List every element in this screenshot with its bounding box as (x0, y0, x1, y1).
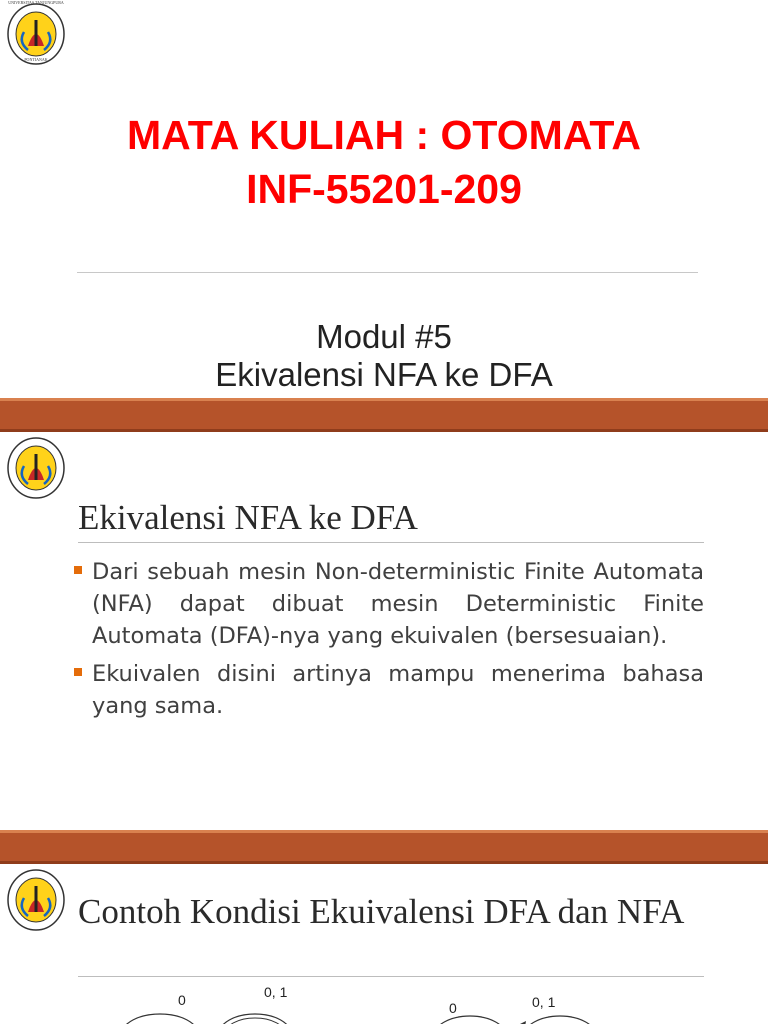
transition-label: 0, 1 (264, 984, 288, 1000)
course-title-line1: MATA KULIAH : OTOMATA (127, 112, 641, 158)
bullet-item (74, 658, 704, 722)
bullet-list (74, 556, 704, 728)
university-logo-icon (6, 436, 66, 500)
slide-3 (0, 864, 768, 1024)
bullet-text: Dari sebuah mesin Non-deterministic Finite Automata (NFA) dapat dibuat mesin Deterministic Finite Automata (DFA)-nya yang ekuivalen (bersesuaian). (92, 559, 704, 649)
bullet-item (74, 556, 704, 652)
heading-underline (78, 976, 704, 977)
slide-heading: Ekivalensi NFA ke DFA (78, 498, 418, 537)
bullet-square-icon (74, 668, 82, 676)
heading-underline (78, 542, 704, 543)
title-divider-line (77, 272, 698, 273)
slide-separator-1 (0, 398, 768, 432)
module-subtitle (0, 318, 768, 394)
slide-heading: Contoh Kondisi Ekuivalensi DFA dan NFA (78, 892, 685, 931)
university-logo-icon (6, 868, 66, 932)
transition-label: 0, 1 (532, 994, 556, 1010)
course-code: INF-55201-209 (246, 166, 522, 212)
logo-bottom-text: PONTIANAK (24, 57, 48, 62)
module-topic: Ekivalensi NFA ke DFA (215, 356, 553, 393)
transition-label: 0 (178, 992, 186, 1008)
course-title (0, 108, 768, 216)
fsm-diagram (0, 994, 768, 1024)
bullet-square-icon (74, 566, 82, 574)
transition-label: 0 (449, 1000, 457, 1016)
slide-1 (0, 0, 768, 398)
module-number: Modul #5 (316, 318, 452, 355)
logo-top-text: UNIVERSITAS TANJUNGPURA (8, 0, 64, 5)
bullet-text: Ekuivalen disini artinya mampu menerima bahasa yang sama. (92, 661, 704, 719)
slide-separator-2 (0, 830, 768, 864)
